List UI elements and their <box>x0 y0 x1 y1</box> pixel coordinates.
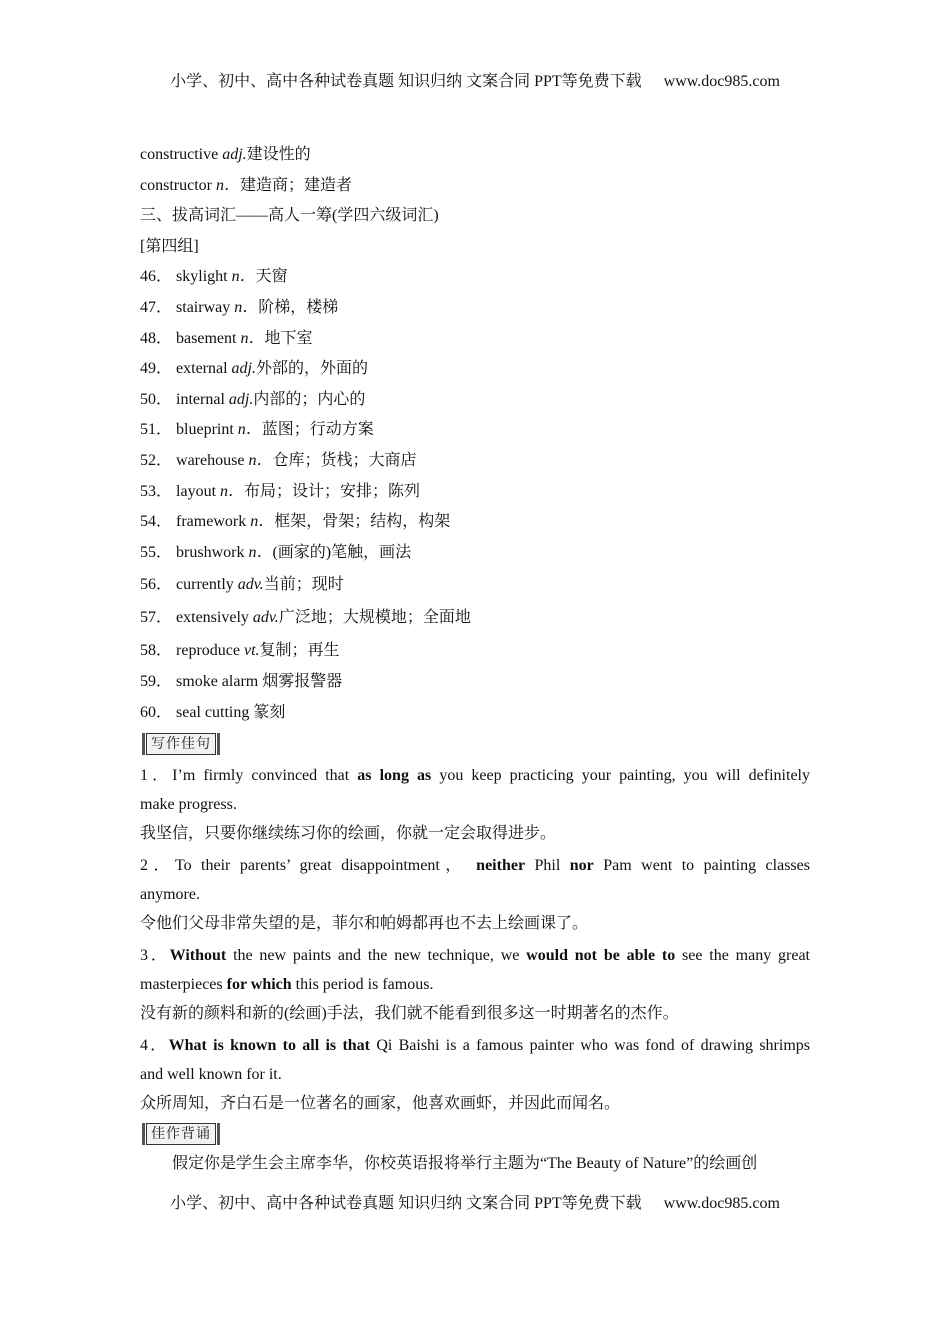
final-paragraph: 假定你是学生会主席李华，你校英语报将举行主题为“The Beauty of Nature”的绘画创 <box>172 1154 758 1172</box>
recite-section-badge: 佳作背诵 <box>146 1123 216 1145</box>
pre-item: constructor n．建造商；建造者 <box>140 176 353 194</box>
vocab-list <box>140 262 810 728</box>
page-header <box>0 68 950 91</box>
footer-site: www.doc985.com <box>663 1195 780 1212</box>
writing-badge-row <box>140 729 810 759</box>
vocab-item: 46． skylight n．天窗 <box>140 268 288 286</box>
vocab-item: 54． framework n．框架，骨架；结构，构架 <box>140 513 451 531</box>
vocab-item: 49． external adj.外部的，外面的 <box>140 360 369 378</box>
sentence-item: 3．Without the new paints and the new technique, we would not be able to see the many great masterpieces for which this period is famous. 没有新的颜料和新的(绘画)手法，我们就不能看到很多这一时期著名的杰作。 <box>140 946 810 1022</box>
page-footer <box>0 1190 950 1213</box>
sentence-item: 2．To their parents’ great disappointment， neither Phil nor Pam went to painting classes anymore. 令他们父母非常失望的是，菲尔和帕姆都再也不去上绘画课了。 <box>140 856 810 932</box>
vocab-item: 50． internal adj.内部的；内心的 <box>140 390 366 408</box>
vocab-item: 52． warehouse n．仓库；货栈；大商店 <box>140 451 417 469</box>
sentence-list <box>140 761 810 1119</box>
vocab-item: 47． stairway n．阶梯，楼梯 <box>140 298 339 316</box>
vocab-item: 57． extensively adv.广泛地；大规模地；全面地 <box>140 609 471 627</box>
sentence-item: 1．I’m firmly convinced that as long as you keep practicing your painting, you will definitely make progress. 我坚信，只要你继续练习你的绘画，你就一定会取得进步。 <box>140 766 810 842</box>
document-body <box>140 140 810 1179</box>
vocab-item: 56． currently adv.当前；现时 <box>140 576 344 594</box>
recite-badge-row <box>140 1119 810 1149</box>
vocab-item: 53． layout n．布局；设计；安排；陈列 <box>140 482 421 500</box>
vocab-item: 58． reproduce vt.复制；再生 <box>140 642 340 660</box>
writing-section-badge: 写作佳句 <box>146 733 216 755</box>
sentence-item: 4．What is known to all is that Qi Baishi is a famous painter who was fond of drawing shrimps and well known for it. 众所周知，齐白石是一位著名的画家，他喜欢画虾，并因此而闻名。 <box>140 1036 810 1112</box>
vocab-item: 48． basement n．地下室 <box>140 329 313 347</box>
header-text: 小学、初中、高中各种试卷真题 知识归纳 文案合同 PPT等免费下载 <box>170 73 642 90</box>
header-site: www.doc985.com <box>663 73 780 90</box>
vocab-item: 59． smoke alarm 烟雾报警器 <box>140 673 343 691</box>
group-label: [第四组] <box>140 237 199 255</box>
section-title: 三、拔高词汇——高人一筹(学四六级词汇) <box>140 207 439 225</box>
vocab-item: 60． seal cutting 篆刻 <box>140 703 286 721</box>
vocab-item: 51． blueprint n．蓝图；行动方案 <box>140 421 374 439</box>
vocab-item: 55． brushwork n．(画家的)笔触，画法 <box>140 543 412 561</box>
pre-item: constructive adj.建设性的 <box>140 146 311 163</box>
footer-text: 小学、初中、高中各种试卷真题 知识归纳 文案合同 PPT等免费下载 <box>170 1195 642 1212</box>
